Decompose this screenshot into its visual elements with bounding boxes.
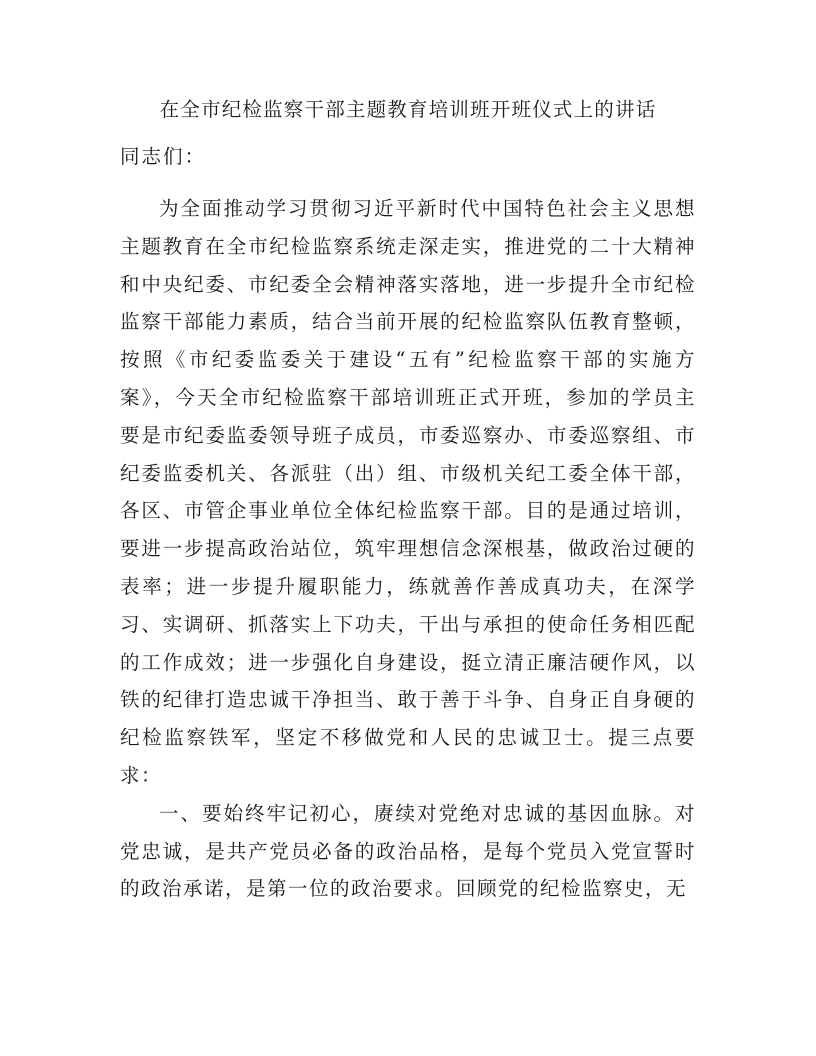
greeting-line: 同志们：	[120, 145, 207, 168]
paragraph-intro: 为全面推动学习贯彻习近平新时代中国特色社会主义思想主题教育在全市纪检监察系统走深走实，推进党的二十大精神和中央纪委、市纪委全会精神落实落地，进一步提升全市纪检监察干部能力素质，结合当前开展的纪检监察队伍教育整顿，按照《市纪委监委关于建设“五有”纪检监察干部的实施方案》，今天全市纪检监察干部培训班正式开班，参加的学员主要是市纪委监委领导班子成员，市委巡察办、市委巡察组、市纪委监委机关、各派驻（出）组、市级机关纪工委全体干部，各区、市管企事业单位全体纪检监察干部。目的是通过培训，要进一步提高政治站位，筑牢理想信念深根基，做政治过硬的表率；进一步提升履职能力，练就善作善成真功夫，在深学习、实调研、抓落实上下功夫，干出与承担的使命任务相匹配的工作成效；进一步强化自身建设，挺立清正廉洁硬作风，以铁的纪律打造忠诚干净担当、敢于善于斗争、自身正自身硬的纪检监察铁军，坚定不移做党和人民的忠诚卫士。提三点要求：	[120, 197, 696, 787]
document-title: 在全市纪检监察干部主题教育培训班开班仪式上的讲话	[159, 98, 657, 121]
paragraph-requirement-one: 一、要始终牢记初心，赓续对党绝对忠诚的基因血脉。对党忠诚，是共产党员必备的政治品格，是每个党员入党宣誓时的政治承诺，是第一位的政治要求。回顾党的纪检监察史，无	[120, 801, 696, 901]
document-body	[120, 190, 696, 908]
